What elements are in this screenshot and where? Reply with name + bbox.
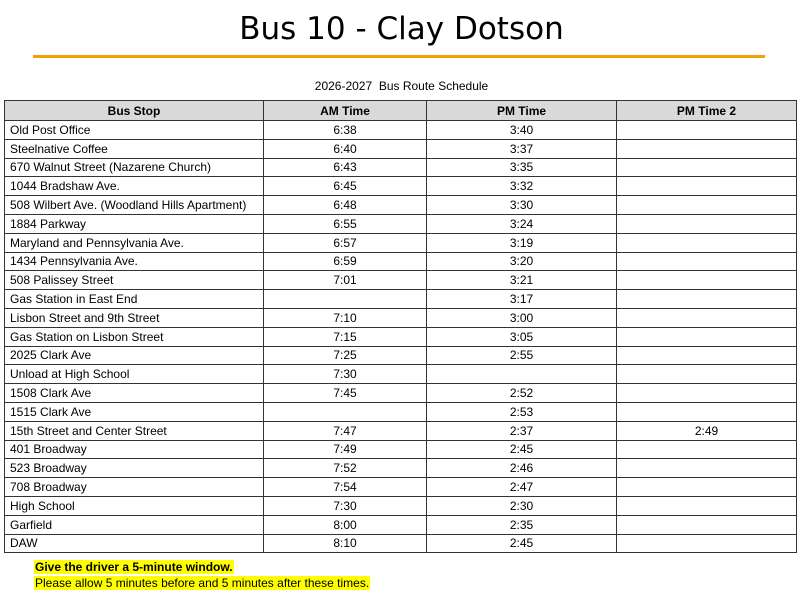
bus-schedule-table (4, 100, 797, 553)
table-row (5, 440, 797, 459)
cell-pm-time-2: 2:49 (617, 421, 797, 440)
table-row (5, 534, 797, 553)
cell-am-time: 7:01 (264, 271, 427, 290)
cell-pm-time: 2:47 (427, 478, 617, 497)
cell-bus-stop: Unload at High School (5, 365, 264, 384)
table-row (5, 158, 797, 177)
cell-pm-time-2 (617, 365, 797, 384)
table-row (5, 384, 797, 403)
table-row (5, 177, 797, 196)
cell-am-time: 7:47 (264, 421, 427, 440)
cell-am-time: 7:49 (264, 440, 427, 459)
column-header-pm-time-2: PM Time 2 (617, 101, 797, 121)
cell-pm-time-2 (617, 308, 797, 327)
cell-pm-time-2 (617, 139, 797, 158)
cell-am-time: 6:38 (264, 121, 427, 140)
cell-pm-time-2 (617, 534, 797, 553)
column-header-bus-stop: Bus Stop (5, 101, 264, 121)
cell-pm-time: 3:32 (427, 177, 617, 196)
schedule-subtitle: 2026-2027 Bus Route Schedule (314, 79, 489, 93)
page-title: Bus 10 - Clay Dotson (239, 11, 564, 47)
cell-pm-time: 3:37 (427, 139, 617, 158)
cell-pm-time (427, 365, 617, 384)
cell-am-time: 6:55 (264, 214, 427, 233)
cell-am-time: 6:40 (264, 139, 427, 158)
timing-allowance-note: Please allow 5 minutes before and 5 minutes after these times. (35, 576, 370, 590)
table-row (5, 402, 797, 421)
table-row (5, 233, 797, 252)
cell-pm-time-2 (617, 346, 797, 365)
cell-pm-time-2 (617, 384, 797, 403)
cell-pm-time-2 (617, 158, 797, 177)
cell-am-time (264, 402, 427, 421)
cell-pm-time-2 (617, 496, 797, 515)
cell-am-time: 6:59 (264, 252, 427, 271)
cell-bus-stop: Old Post Office (5, 121, 264, 140)
column-header-am-time: AM Time (264, 101, 427, 121)
cell-bus-stop: High School (5, 496, 264, 515)
table-row (5, 365, 797, 384)
cell-am-time: 7:30 (264, 496, 427, 515)
cell-bus-stop: 401 Broadway (5, 440, 264, 459)
cell-pm-time-2 (617, 177, 797, 196)
cell-pm-time: 3:17 (427, 290, 617, 309)
table-body (5, 121, 797, 553)
cell-pm-time: 2:45 (427, 534, 617, 553)
table-row (5, 346, 797, 365)
cell-am-time: 7:45 (264, 384, 427, 403)
table-row (5, 421, 797, 440)
cell-pm-time: 3:19 (427, 233, 617, 252)
cell-am-time: 6:48 (264, 196, 427, 215)
cell-pm-time-2 (617, 252, 797, 271)
cell-bus-stop: 1508 Clark Ave (5, 384, 264, 403)
cell-am-time: 6:57 (264, 233, 427, 252)
cell-pm-time-2 (617, 478, 797, 497)
cell-pm-time-2 (617, 121, 797, 140)
table-header-row (5, 101, 797, 121)
cell-am-time: 6:43 (264, 158, 427, 177)
cell-pm-time: 3:20 (427, 252, 617, 271)
table-row (5, 515, 797, 534)
cell-am-time: 7:25 (264, 346, 427, 365)
table-row (5, 121, 797, 140)
cell-pm-time: 2:35 (427, 515, 617, 534)
cell-bus-stop: 1884 Parkway (5, 214, 264, 233)
table-row (5, 214, 797, 233)
cell-pm-time-2 (617, 271, 797, 290)
cell-pm-time: 3:35 (427, 158, 617, 177)
cell-pm-time: 3:30 (427, 196, 617, 215)
table-row (5, 459, 797, 478)
cell-pm-time: 2:52 (427, 384, 617, 403)
table-row (5, 196, 797, 215)
table-row (5, 308, 797, 327)
cell-bus-stop: 1044 Bradshaw Ave. (5, 177, 264, 196)
cell-bus-stop: Steelnative Coffee (5, 139, 264, 158)
cell-bus-stop: 708 Broadway (5, 478, 264, 497)
cell-bus-stop: Garfield (5, 515, 264, 534)
title-divider (33, 55, 765, 58)
cell-pm-time-2 (617, 440, 797, 459)
cell-bus-stop: Maryland and Pennsylvania Ave. (5, 233, 264, 252)
cell-am-time: 7:10 (264, 308, 427, 327)
cell-bus-stop: Gas Station on Lisbon Street (5, 327, 264, 346)
cell-bus-stop: 1434 Pennsylvania Ave. (5, 252, 264, 271)
cell-bus-stop: 2025 Clark Ave (5, 346, 264, 365)
cell-am-time: 6:45 (264, 177, 427, 196)
cell-bus-stop: DAW (5, 534, 264, 553)
cell-pm-time-2 (617, 214, 797, 233)
cell-pm-time: 2:45 (427, 440, 617, 459)
cell-pm-time-2 (617, 233, 797, 252)
cell-pm-time-2 (617, 327, 797, 346)
table-row (5, 496, 797, 515)
table-row (5, 478, 797, 497)
cell-bus-stop: 508 Palissey Street (5, 271, 264, 290)
cell-pm-time-2 (617, 459, 797, 478)
cell-bus-stop: 15th Street and Center Street (5, 421, 264, 440)
table-row (5, 139, 797, 158)
cell-pm-time-2 (617, 196, 797, 215)
table-row (5, 271, 797, 290)
cell-pm-time: 3:05 (427, 327, 617, 346)
cell-am-time (264, 290, 427, 309)
cell-bus-stop: Gas Station in East End (5, 290, 264, 309)
cell-pm-time: 2:46 (427, 459, 617, 478)
cell-pm-time-2 (617, 290, 797, 309)
table-row (5, 327, 797, 346)
column-header-pm-time: PM Time (427, 101, 617, 121)
cell-bus-stop: Lisbon Street and 9th Street (5, 308, 264, 327)
cell-bus-stop: 523 Broadway (5, 459, 264, 478)
cell-pm-time: 2:53 (427, 402, 617, 421)
cell-pm-time: 3:40 (427, 121, 617, 140)
driver-window-note: Give the driver a 5-minute window. (35, 560, 233, 574)
cell-pm-time: 3:21 (427, 271, 617, 290)
cell-pm-time-2 (617, 515, 797, 534)
table-row (5, 252, 797, 271)
cell-am-time: 8:10 (264, 534, 427, 553)
cell-am-time: 8:00 (264, 515, 427, 534)
cell-am-time: 7:15 (264, 327, 427, 346)
cell-bus-stop: 1515 Clark Ave (5, 402, 264, 421)
cell-pm-time: 2:55 (427, 346, 617, 365)
cell-am-time: 7:52 (264, 459, 427, 478)
cell-pm-time: 3:00 (427, 308, 617, 327)
cell-am-time: 7:54 (264, 478, 427, 497)
cell-bus-stop: 508 Wilbert Ave. (Woodland Hills Apartment) (5, 196, 264, 215)
cell-pm-time: 2:30 (427, 496, 617, 515)
table-row (5, 290, 797, 309)
cell-am-time: 7:30 (264, 365, 427, 384)
cell-pm-time: 3:24 (427, 214, 617, 233)
cell-pm-time: 2:37 (427, 421, 617, 440)
cell-bus-stop: 670 Walnut Street (Nazarene Church) (5, 158, 264, 177)
cell-pm-time-2 (617, 402, 797, 421)
